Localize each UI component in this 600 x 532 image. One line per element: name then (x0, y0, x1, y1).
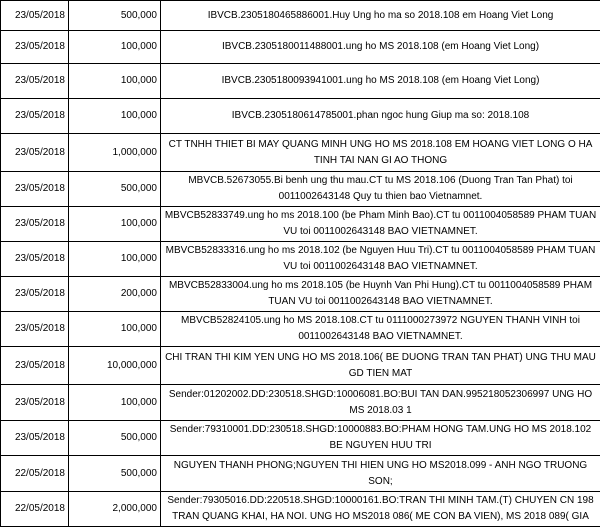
table-row (1, 312, 600, 347)
amount-cell: 100,000 (69, 31, 161, 64)
date-cell: 23/05/2018 (1, 421, 69, 456)
description-cell: Sender:79310001.DD:230518.SHGD:10000883.BO:PHAM HONG TAM.UNG HO MS 2018.102 BE NGUYEN HUU TRI (161, 421, 600, 456)
date-cell: 23/05/2018 (1, 207, 69, 242)
description-cell: CT TNHH THIET BI MAY QUANG MINH UNG HO MS 2018.108 EM HOANG VIET LONG O HA TINH TAI NAN GI AO THONG (161, 134, 600, 172)
amount-cell: 100,000 (69, 385, 161, 421)
description-cell: MBVCB52833004.ung ho ms 2018.105 (be Huynh Van Phi Hung).CT tu 0011004058589 PHAM TUAN VU toi 0011002643148 BAO VIETNAMNET. (161, 277, 600, 312)
description-cell: MBVCB52833749.ung ho ms 2018.100 (be Pham Minh Bao).CT tu 0011004058589 PHAM TUAN VU toi 0011002643148 BAO VIETNAMNET. (161, 207, 600, 242)
amount-cell: 500,000 (69, 172, 161, 207)
table-row (1, 277, 600, 312)
description-cell: Sender:01202002.DD:230518.SHGD:10006081.BO:BUI TAN DAN.995218052306997 UNG HO MS 2018.03 1 (161, 385, 600, 421)
table-row (1, 207, 600, 242)
table-row (1, 99, 600, 134)
description-cell: MBVCB52824105.ung ho MS 2018.108.CT tu 0111000273972 NGUYEN THANH VINH toi 0011002643148 BAO VIETNAMNET. (161, 312, 600, 347)
amount-cell: 1,000,000 (69, 134, 161, 172)
amount-cell: 100,000 (69, 242, 161, 277)
date-cell: 22/05/2018 (1, 492, 69, 527)
amount-cell: 500,000 (69, 456, 161, 492)
table-row (1, 456, 600, 492)
date-cell: 23/05/2018 (1, 172, 69, 207)
description-cell: CHI TRAN THI KIM YEN UNG HO MS 2018.106( BE DUONG TRAN TAN PHAT) UNG THU MAU GD TIEN MAT (161, 347, 600, 385)
description-cell: Sender:79305016.DD:220518.SHGD:10000161.BO:TRAN THI MINH TAM.(T) CHUYEN CN 198 TRAN QUANG KHAI, HA NOI. UNG HO MS2018 086( ME CON BA VIEN), MS 2018 089( GIA (161, 492, 600, 527)
description-cell: NGUYEN THANH PHONG;NGUYEN THI HIEN UNG HO MS2018.099 - ANH NGO TRUONG SON; (161, 456, 600, 492)
table-row (1, 1, 600, 31)
date-cell: 23/05/2018 (1, 385, 69, 421)
table-row (1, 421, 600, 456)
date-cell: 22/05/2018 (1, 456, 69, 492)
date-cell: 23/05/2018 (1, 64, 69, 99)
amount-cell: 500,000 (69, 1, 161, 31)
table-row (1, 492, 600, 527)
table-row (1, 134, 600, 172)
table-row (1, 347, 600, 385)
amount-cell: 2,000,000 (69, 492, 161, 527)
table-row (1, 31, 600, 64)
table-row (1, 385, 600, 421)
date-cell: 23/05/2018 (1, 99, 69, 134)
amount-cell: 500,000 (69, 421, 161, 456)
amount-cell: 200,000 (69, 277, 161, 312)
amount-cell: 10,000,000 (69, 347, 161, 385)
description-cell: IBVCB.2305180465886001.Huy Ung ho ma so 2018.108 em Hoang Viet Long (161, 1, 600, 31)
amount-cell: 100,000 (69, 99, 161, 134)
date-cell: 23/05/2018 (1, 242, 69, 277)
description-cell: IBVCB.2305180011488001.ung ho MS 2018.108 (em Hoang Viet Long) (161, 31, 600, 64)
amount-cell: 100,000 (69, 64, 161, 99)
amount-cell: 100,000 (69, 312, 161, 347)
description-cell: IBVCB.2305180093941001.ung ho MS 2018.108 (em Hoang Viet Long) (161, 64, 600, 99)
date-cell: 23/05/2018 (1, 312, 69, 347)
table-row (1, 64, 600, 99)
date-cell: 23/05/2018 (1, 31, 69, 64)
date-cell: 23/05/2018 (1, 347, 69, 385)
date-cell: 23/05/2018 (1, 134, 69, 172)
description-cell: MBVCB52833316.ung ho ms 2018.102 (be Nguyen Huu Tri).CT tu 0011004058589 PHAM TUAN VU toi 0011002643148 BAO VIETNAMNET. (161, 242, 600, 277)
description-cell: IBVCB.2305180614785001.phan ngoc hung Giup ma so: 2018.108 (161, 99, 600, 134)
date-cell: 23/05/2018 (1, 277, 69, 312)
table-row (1, 242, 600, 277)
amount-cell: 100,000 (69, 207, 161, 242)
description-cell: MBVCB.52673055.Bi benh ung thu mau.CT tu MS 2018.106 (Duong Tran Tan Phat) toi 0011002643148 Quy tu thien bao Vietnamnet. (161, 172, 600, 207)
table-row (1, 172, 600, 207)
date-cell: 23/05/2018 (1, 1, 69, 31)
